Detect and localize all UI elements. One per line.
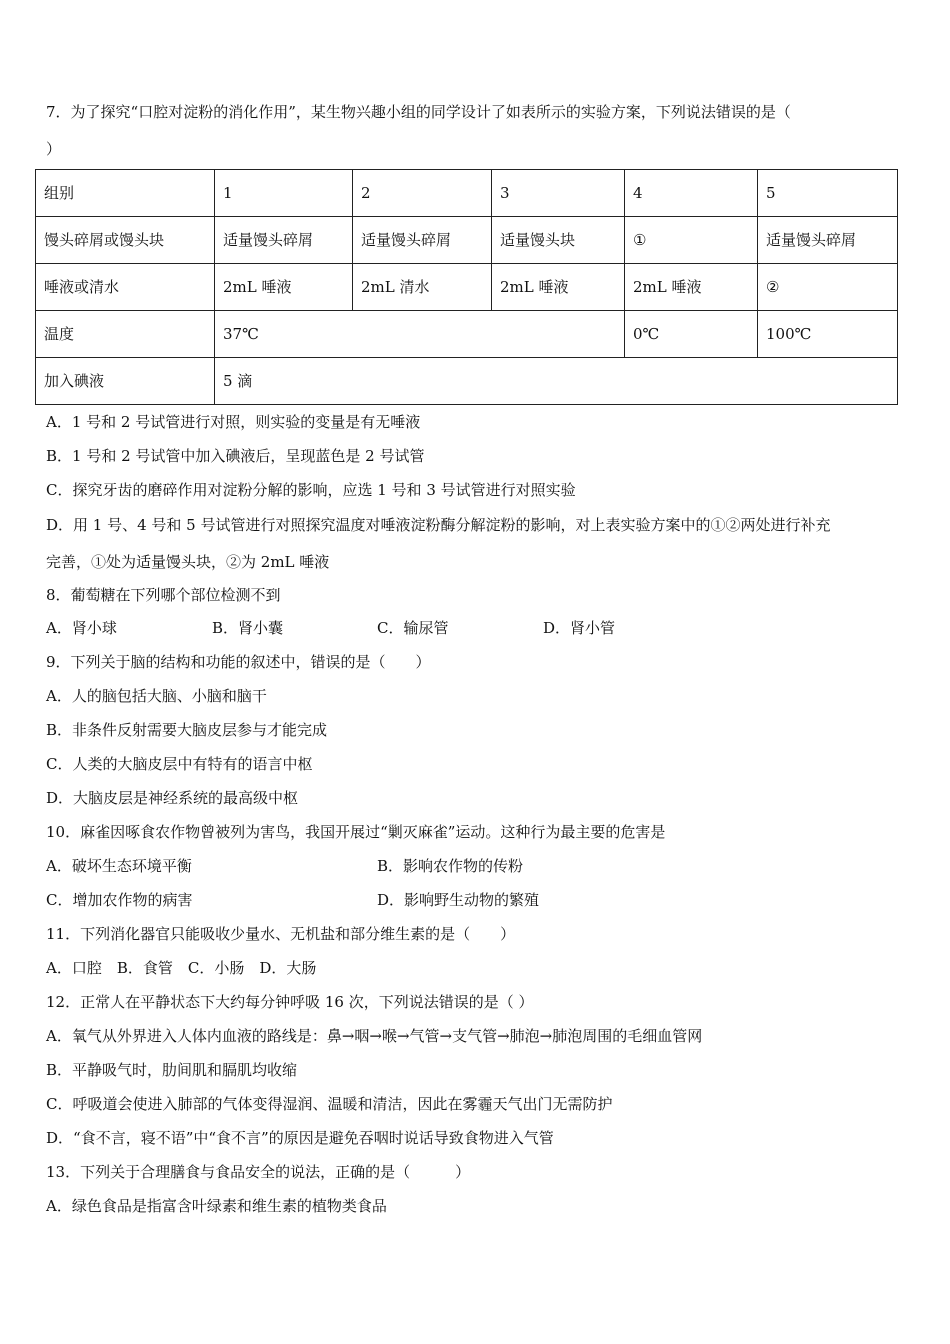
q10-option-c: C．增加农作物的病害 (46, 891, 193, 909)
table-cell: 适量馒头碎屑 (758, 217, 898, 264)
table-cell: ① (625, 217, 758, 264)
q9-option-a: A．人的脑包括大脑、小脑和脑干 (46, 687, 267, 705)
q9-option-c: C．人类的大脑皮层中有特有的语言中枢 (46, 755, 313, 773)
table-cell: 3 (492, 170, 625, 217)
q11-options: A．口腔 B．食管 C．小肠 D．大肠 (46, 959, 317, 977)
q7-option-d-line2: 完善，①处为适量馒头块，②为 2mL 唾液 (46, 553, 330, 571)
table-cell: 2mL 唾液 (215, 264, 353, 311)
table-cell: 温度 (36, 311, 215, 358)
q9-stem: 9．下列关于脑的结构和功能的叙述中，错误的是（ ） (46, 653, 431, 671)
table-row (36, 217, 898, 264)
table-cell: 2mL 唾液 (492, 264, 625, 311)
q10-option-a: A．破坏生态环境平衡 (46, 857, 192, 875)
q13-stem: 13．下列关于合理膳食与食品安全的说法，正确的是（ ） (46, 1163, 471, 1181)
q12-option-c: C．呼吸道会使进入肺部的气体变得湿润、温暖和清洁，因此在雾霾天气出门无需防护 (46, 1095, 613, 1113)
table-cell: 5 (758, 170, 898, 217)
q8-option-a: A．肾小球 (46, 619, 117, 637)
table-cell: 37℃ (215, 311, 625, 358)
table-cell: 4 (625, 170, 758, 217)
table-cell: 适量馒头碎屑 (353, 217, 492, 264)
table-row (36, 264, 898, 311)
table-row (36, 170, 898, 217)
q7-option-c: C．探究牙齿的磨碎作用对淀粉分解的影响，应选 1 号和 3 号试管进行对照实验 (46, 481, 576, 499)
q11-stem: 11．下列消化器官只能吸收少量水、无机盐和部分维生素的是（ ） (46, 925, 516, 943)
table-cell: 2mL 唾液 (625, 264, 758, 311)
table-cell: 组别 (36, 170, 215, 217)
q8-option-d: D．肾小管 (543, 619, 616, 637)
table-row (36, 311, 898, 358)
table-cell: 0℃ (625, 311, 758, 358)
table-cell: ② (758, 264, 898, 311)
table-cell: 馒头碎屑或馒头块 (36, 217, 215, 264)
q13-option-a: A．绿色食品是指富含叶绿素和维生素的植物类食品 (46, 1197, 387, 1215)
q10-stem: 10．麻雀因啄食农作物曾被列为害鸟，我国开展过“剿灭麻雀”运动。这种行为最主要的危害是 (46, 823, 666, 841)
q7-option-d-line1: D．用 1 号、4 号和 5 号试管进行对照探究温度对唾液淀粉酶分解淀粉的影响，对上表实验方案中的①②两处进行补充 (46, 516, 831, 534)
table-cell: 适量馒头碎屑 (215, 217, 353, 264)
experiment-table (35, 169, 898, 405)
table-cell: 1 (215, 170, 353, 217)
q12-option-b: B．平静吸气时，肋间肌和膈肌均收缩 (46, 1061, 298, 1079)
q10-option-d: D．影响野生动物的繁殖 (377, 891, 540, 909)
q10-option-b: B．影响农作物的传粉 (377, 857, 524, 875)
table-cell: 100℃ (758, 311, 898, 358)
q8-stem: 8．葡萄糖在下列哪个部位检测不到 (46, 586, 281, 604)
table-row (36, 358, 898, 405)
q8-option-b: B．肾小囊 (212, 619, 284, 637)
table-cell: 适量馒头块 (492, 217, 625, 264)
q9-option-b: B．非条件反射需要大脑皮层参与才能完成 (46, 721, 328, 739)
table-cell: 加入碘液 (36, 358, 215, 405)
q7-stem-end: ） (46, 140, 62, 158)
q7-option-a: A．1 号和 2 号试管进行对照，则实验的变量是有无唾液 (46, 413, 421, 431)
q7-option-b: B．1 号和 2 号试管中加入碘液后，呈现蓝色是 2 号试管 (46, 447, 425, 465)
table-cell: 2mL 清水 (353, 264, 492, 311)
q8-option-c: C．输尿管 (377, 619, 449, 637)
q12-option-d: D．“食不言，寝不语”中“食不言”的原因是避免吞咽时说话导致食物进入气管 (46, 1129, 554, 1147)
q12-stem: 12．正常人在平静状态下大约每分钟呼吸 16 次，下列说法错误的是（ ） (46, 993, 534, 1011)
table-cell: 唾液或清水 (36, 264, 215, 311)
table-cell: 5 滴 (215, 358, 898, 405)
q7-stem: 7．为了探究“口腔对淀粉的消化作用”，某生物兴趣小组的同学设计了如表所示的实验方案，下列说法错误的是（ (46, 103, 791, 121)
table-cell: 2 (353, 170, 492, 217)
q12-option-a: A．氧气从外界进入人体内血液的路线是：鼻→咽→喉→气管→支气管→肺泡→肺泡周围的毛细血管网 (46, 1027, 703, 1045)
q9-option-d: D．大脑皮层是神经系统的最高级中枢 (46, 789, 299, 807)
